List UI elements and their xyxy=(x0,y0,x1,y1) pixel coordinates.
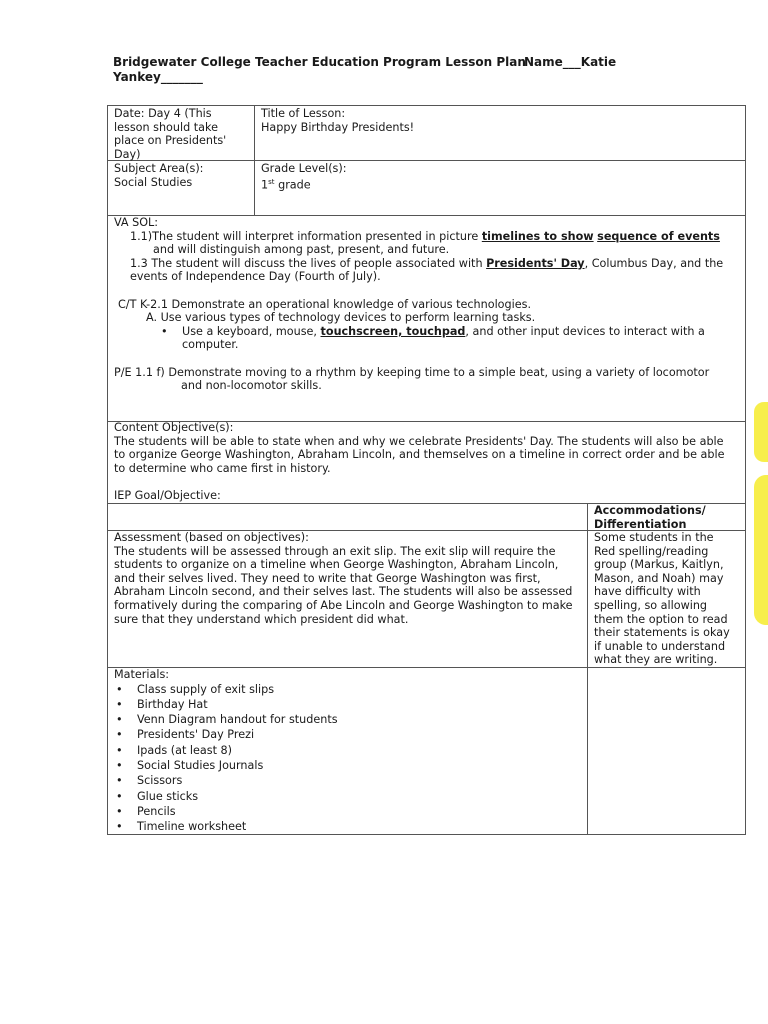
iep-goal-label: IEP Goal/Objective: xyxy=(114,488,221,502)
assessment-cell xyxy=(114,531,584,626)
subject-cell xyxy=(114,162,248,189)
materials-item: • Scissors xyxy=(114,773,584,788)
assessment-line: The students will be assessed through an exit slip. The exit slip will require the xyxy=(114,544,556,558)
title-cell xyxy=(261,107,731,134)
sol-item-1-3: 1.3 The student will discuss the lives of people associated with Presidents' Day, Columbus Day, and the xyxy=(130,256,724,270)
accommodation-text: Some students in the Red spelling/reading group (Markus, Kaitlyn, Mason, and Noah) may have difficulty with spelling, so allowing them the option to read their statements is okay if unable to understand what they are writing. xyxy=(594,531,730,667)
date-label: Date: Day 4 (This lesson should take place on Presidents' Day) xyxy=(114,107,227,161)
pe-standard-cont: and non-locomotor skills. xyxy=(181,379,322,393)
assessment-line: Abraham Lincoln second, and their selves last. The students will also be assessed xyxy=(114,585,573,599)
highlight-tab xyxy=(754,475,768,625)
sol-item-1-1: 1.1)The student will interpret information presented in picture timelines to show sequence of events xyxy=(130,229,720,243)
date-cell xyxy=(114,107,248,161)
highlight-tab xyxy=(754,402,768,462)
materials-item: • Birthday Hat xyxy=(114,697,584,712)
accommodations-heading: Accommodations/ Differentiation xyxy=(594,504,706,531)
column-divider xyxy=(587,503,588,835)
lesson-title: Happy Birthday Presidents! xyxy=(261,120,415,134)
materials-item: • Pencils xyxy=(114,804,584,819)
materials-item: • Class supply of exit slips xyxy=(114,682,584,697)
sol-item-1-1-cont: and will distinguish among past, present, and future. xyxy=(153,243,450,257)
ct-standard-a: A. Use various types of technology devices to perform learning tasks. xyxy=(146,311,536,325)
ct-standard-bullet: • Use a keyboard, mouse, touchscreen, touchpad, and other input devices to interact with a computer. xyxy=(114,325,739,352)
materials-item: • Venn Diagram handout for students xyxy=(114,712,584,727)
subject-label: Subject Area(s): xyxy=(114,162,204,175)
teacher-name: Name___Katie xyxy=(524,55,617,69)
assessment-label: Assessment (based on objectives): xyxy=(114,531,309,544)
content-objective-text-2: to organize George Washington, Abraham Lincoln, and themselves on a timeline in correct order and be able xyxy=(114,448,725,462)
teacher-name-continued: Yankey_______ xyxy=(113,70,203,84)
materials-item: • Ipads (at least 8) xyxy=(114,743,584,758)
column-divider xyxy=(254,105,255,215)
sol-item-1-3-cont: events of Independence Day (Fourth of July). xyxy=(130,270,381,284)
materials-label: Materials: xyxy=(114,668,170,681)
materials-item: • Presidents' Day Prezi xyxy=(114,727,584,742)
sol-label: VA SOL: xyxy=(114,216,159,229)
assessment-line: sure that they understand which president did what. xyxy=(114,612,409,626)
subject-value: Social Studies xyxy=(114,175,193,189)
assessment-line: formatively during the comparing of Abe Lincoln and George Washington to make xyxy=(114,598,573,612)
content-objective-cell xyxy=(114,421,744,503)
title-label: Title of Lesson: xyxy=(261,107,346,120)
grade-value: 1st grade xyxy=(261,177,311,192)
program-title: Bridgewater College Teacher Education Program Lesson Plan xyxy=(113,55,526,69)
materials-item: • Timeline worksheet xyxy=(114,819,584,834)
sol-cell xyxy=(114,216,739,393)
materials-cell xyxy=(114,668,584,835)
content-objective-text-1: The students will be able to state when and why we celebrate Presidents' Day. The students will also be able xyxy=(114,434,724,448)
grade-cell xyxy=(261,162,731,192)
materials-item: • Glue sticks xyxy=(114,789,584,804)
content-objective-text-3: to determine who came first in history. xyxy=(114,461,331,475)
document-header xyxy=(113,55,633,84)
materials-list xyxy=(114,682,584,835)
ct-standard: C/T K-2.1 Demonstrate an operational knowledge of various technologies. xyxy=(118,297,531,311)
pe-standard: P/E 1.1 f) Demonstrate moving to a rhythm by keeping time to a simple beat, using a variety of locomotor xyxy=(114,365,710,379)
content-objective-label: Content Objective(s): xyxy=(114,421,234,434)
assessment-line: and their selves lived. They need to write that George Washington was first, xyxy=(114,571,541,585)
assessment-line: students to organize on a timeline when George Washington, Abraham Lincoln, xyxy=(114,558,559,572)
materials-item: • Social Studies Journals xyxy=(114,758,584,773)
grade-label: Grade Level(s): xyxy=(261,162,347,175)
